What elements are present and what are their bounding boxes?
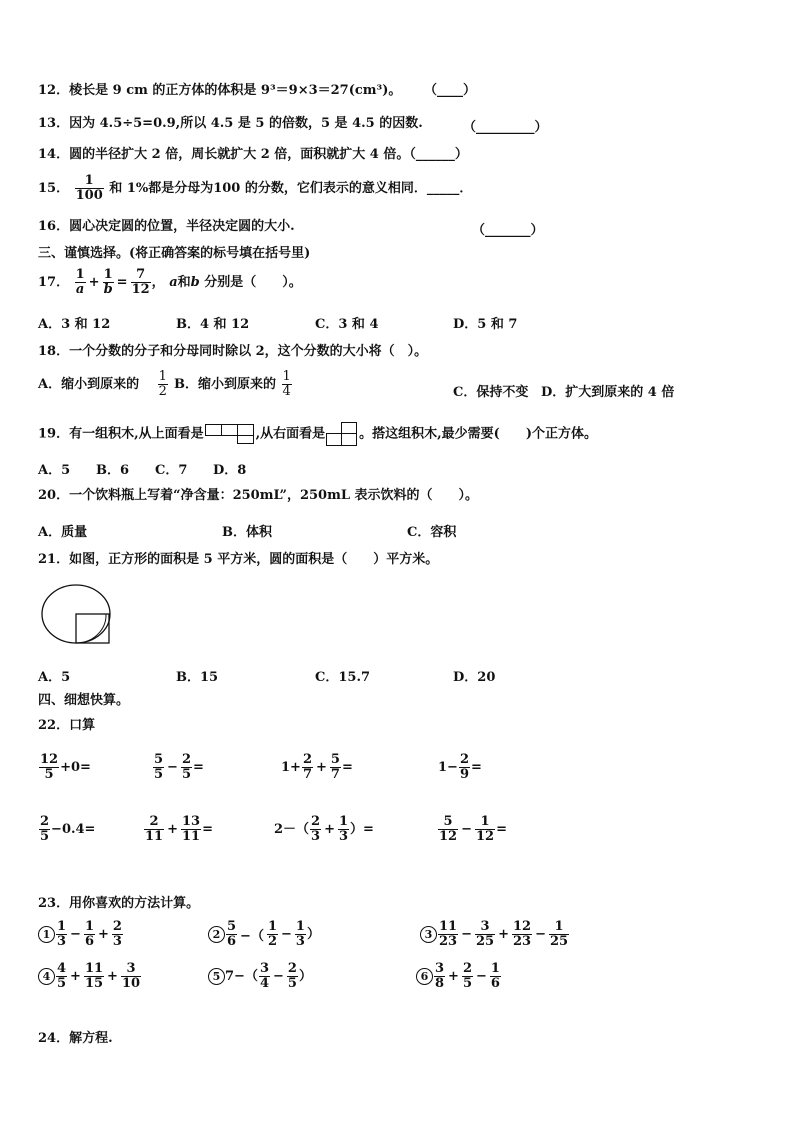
expr-text: ） [298, 969, 312, 984]
fraction [338, 815, 349, 844]
expr-text: − [273, 969, 284, 984]
fraction-denominator: 7 [302, 767, 312, 782]
fraction-denominator: 12 [131, 282, 150, 297]
q19-text-1: 19．有一组积木,从上面看是 [38, 426, 204, 442]
fraction-numerator: 4 [57, 961, 67, 976]
q22-expr-8 [437, 815, 507, 844]
fraction-denominator: 5 [462, 976, 472, 991]
q15-text: 和 1%都是分母为100 的分数，它们表示的意义相同．_____． [109, 181, 473, 196]
q22-expr-6 [143, 815, 213, 844]
q17-var-a: a [169, 275, 178, 290]
fraction [226, 920, 237, 949]
fraction [56, 920, 67, 949]
expr-text: + [324, 822, 335, 837]
fraction-numerator: 3 [121, 962, 141, 977]
q18-option-b[interactable] [174, 370, 293, 399]
q13-text: 13．因为 4.5÷5=0.9,所以 4.5 是 5 的倍数，5 是 4.5 的因数. [38, 116, 423, 131]
fraction-numerator: 1 [158, 369, 167, 384]
fraction-numerator: 2 [311, 814, 321, 829]
q15-number: 15． [38, 181, 70, 196]
circled-number-3: 3 [420, 926, 437, 943]
fraction-denominator: 4 [259, 976, 269, 991]
q22-expr-7 [274, 815, 374, 844]
fraction-denominator: 15 [84, 976, 104, 991]
fraction-numerator: 2 [40, 814, 50, 829]
fraction [287, 962, 298, 991]
fraction [181, 815, 201, 844]
expr-text: − [281, 927, 292, 942]
q17-frac-7-12 [131, 268, 151, 297]
fraction-numerator: 1 [84, 919, 94, 934]
fraction [475, 815, 495, 844]
question-14: 14．圆的半径扩大 2 倍，周长就扩大 2 倍，面积就扩大 4 倍。（______） [38, 147, 468, 162]
fraction-numerator: 1 [475, 815, 495, 830]
fraction-numerator: 1 [549, 920, 569, 935]
fraction-denominator: 5 [154, 767, 164, 782]
question-15 [38, 174, 472, 203]
fraction [459, 753, 470, 782]
fraction-numerator: 7 [131, 268, 151, 283]
fraction-denominator: 4 [282, 384, 291, 399]
q22-expr-3 [281, 753, 353, 782]
expr-text: ）= [350, 822, 374, 837]
section-4-title: 四、细想快算。 [38, 693, 130, 708]
fraction [39, 753, 59, 782]
question-16: 16．圆心决定圆的位置，半径决定圆的大小. [38, 219, 295, 234]
expr-text: − [167, 760, 178, 775]
fraction-denominator: 25 [550, 934, 569, 949]
fraction [144, 815, 164, 844]
q21-option-d[interactable]: D．20 [453, 670, 496, 685]
expr-text: B．缩小到原来的 [174, 377, 276, 392]
question-19 [38, 422, 597, 446]
fraction-numerator: 3 [475, 920, 495, 935]
q17-option-d[interactable]: D．5 和 7 [453, 317, 518, 332]
fraction-denominator: b [103, 282, 113, 297]
q17-option-b[interactable]: B．4 和 12 [176, 317, 250, 332]
question-13 [38, 116, 423, 132]
q23-expr-2 [208, 920, 320, 949]
q20-option-b[interactable]: B．体积 [222, 525, 272, 540]
expr-text: − [461, 822, 472, 837]
q21-option-a[interactable]: A．5 [38, 670, 71, 685]
fraction-denominator: 100 [75, 188, 103, 203]
expr-text: + [70, 969, 81, 984]
expr-text: + [167, 822, 178, 837]
fraction-denominator: 25 [476, 934, 495, 949]
fraction [267, 920, 278, 949]
fraction-denominator: 23 [439, 934, 458, 949]
expr-text: + [107, 969, 118, 984]
section-3-title: 三、谨慎选择。(将正确答案的标号填在括号里) [38, 246, 311, 261]
q21-option-b[interactable]: B．15 [176, 670, 219, 685]
fraction-numerator: 3 [259, 961, 269, 976]
fraction [330, 753, 341, 782]
fraction-denominator: 23 [513, 934, 532, 949]
expr-text: = [496, 822, 507, 837]
q19-text-3: 。搭这组积木,最少需要( )个正方体。 [359, 426, 597, 442]
fraction-numerator: 5 [330, 752, 340, 767]
fraction-numerator: 12 [513, 919, 532, 934]
expr-text: + [98, 927, 109, 942]
fraction-numerator: 2 [112, 919, 122, 934]
question-18: 18．一个分数的分子和分母同时除以 2，这个分数的大小将（ ）。 [38, 344, 428, 359]
fraction-numerator: 1 [267, 919, 277, 934]
fraction [121, 962, 141, 991]
expr-text: 1− [438, 760, 458, 775]
question-22-title: 22．口算 [38, 718, 96, 733]
q12-text: 12．棱长是 9 cm 的正方体的体积是 9³＝9×3＝27(cm³)。 [38, 83, 402, 98]
q23-expr-4 [38, 962, 142, 991]
fraction [438, 815, 458, 844]
fraction-numerator: 3 [435, 961, 445, 976]
expr-text: − [476, 969, 487, 984]
fraction-numerator: 1 [282, 369, 291, 384]
fraction [475, 920, 495, 949]
expr-text: −（ [240, 929, 264, 944]
q18-frac-half [158, 370, 168, 399]
fraction-denominator: 3 [295, 934, 305, 949]
fraction-numerator: 1 [339, 814, 349, 829]
q23-expr-3 [420, 920, 570, 949]
fraction-denominator: 7 [330, 767, 340, 782]
fraction-denominator: 6 [490, 976, 500, 991]
fraction-numerator: 2 [462, 961, 472, 976]
fraction-denominator: 2 [158, 384, 167, 399]
fraction-denominator: 2 [267, 934, 277, 949]
q19-option-a[interactable]: A．5 [38, 463, 71, 478]
fraction [84, 962, 104, 991]
fraction [153, 753, 164, 782]
question-21: 21．如图，正方形的面积是 5 平方米，圆的面积是（ ）平方米。 [38, 552, 439, 567]
fraction-denominator: 9 [459, 767, 469, 782]
fraction-denominator: 3 [112, 934, 122, 949]
fraction [181, 753, 192, 782]
fraction-numerator: 2 [302, 752, 312, 767]
expr-text: ） [306, 927, 320, 942]
expr-text: + [448, 969, 459, 984]
q19-option-c[interactable]: C．7 [155, 463, 188, 478]
fraction [295, 920, 306, 949]
q17-option-a[interactable]: A．3 和 12 [38, 317, 111, 332]
q21-option-c[interactable]: C．15.7 [315, 670, 371, 685]
expr-text: 2－（ [274, 822, 310, 837]
fraction [310, 815, 321, 844]
q13-answer-blank[interactable]: （_________） [463, 120, 548, 135]
fraction-numerator: 12 [40, 752, 59, 767]
fraction-denominator: 5 [44, 767, 54, 782]
fraction-numerator: 5 [227, 919, 237, 934]
fraction [84, 920, 95, 949]
fraction-denominator: 5 [287, 976, 297, 991]
fraction-numerator: 2 [287, 961, 297, 976]
q12-answer-blank[interactable]: （____） [423, 83, 476, 98]
fraction-numerator: 2 [181, 752, 191, 767]
fraction [512, 920, 532, 949]
q18-option-a[interactable] [38, 370, 169, 399]
expr-text: − [535, 927, 546, 942]
fraction-denominator: 6 [84, 934, 94, 949]
fraction-numerator: 13 [182, 814, 201, 829]
expr-text: = [471, 760, 482, 775]
expr-text: = [341, 760, 353, 775]
circled-number-2: 2 [208, 926, 225, 943]
q17-var-b: b [190, 275, 200, 290]
fraction [259, 962, 270, 991]
fraction-numerator: 2 [459, 752, 469, 767]
expr-text: −0.4= [51, 822, 96, 837]
fraction-denominator: a [75, 282, 85, 297]
fraction [434, 962, 445, 991]
fraction-denominator: 8 [435, 976, 445, 991]
fraction-numerator: 11 [84, 961, 104, 976]
question-23-title: 23．用你喜欢的方法计算。 [38, 896, 200, 911]
fraction-numerator: 5 [438, 815, 458, 830]
fraction-denominator: 3 [311, 829, 321, 844]
circled-number-5: 5 [208, 968, 225, 985]
fraction [438, 920, 458, 949]
fraction [462, 962, 473, 991]
q22-expr-4 [438, 753, 482, 782]
fraction [39, 815, 50, 844]
question-24-title: 24．解方程. [38, 1031, 113, 1046]
q22-expr-5 [38, 815, 95, 844]
q17-and: 和 [177, 275, 191, 290]
circled-number-4: 4 [38, 968, 55, 985]
fraction-denominator: 3 [339, 829, 349, 844]
fraction-denominator: 12 [476, 829, 495, 844]
fraction-numerator: 1 [295, 919, 305, 934]
fraction [56, 962, 67, 991]
fraction-numerator: 2 [144, 815, 164, 830]
q17-option-c[interactable]: C．3 和 4 [315, 317, 379, 332]
fraction-numerator: 1 [490, 961, 500, 976]
fraction-denominator: 11 [145, 829, 164, 844]
q19-option-d[interactable]: D．8 [213, 463, 247, 478]
q22-expr-1 [38, 753, 91, 782]
fraction-denominator: 6 [227, 934, 237, 949]
fraction-denominator: 5 [57, 976, 67, 991]
q23-expr-5 [208, 962, 312, 991]
fraction-denominator: 5 [40, 829, 50, 844]
top-view-figure [205, 424, 255, 444]
fraction [549, 920, 569, 949]
expr-text: = [193, 760, 204, 775]
q15-fraction [75, 174, 104, 203]
q17-equals: = [116, 274, 128, 290]
fraction-numerator: 11 [439, 919, 458, 934]
question-12 [38, 83, 476, 99]
expr-text: − [70, 927, 81, 942]
fraction-numerator: 1 [57, 919, 67, 934]
fraction [112, 920, 123, 949]
q16-answer-blank[interactable]: （_______） [472, 223, 544, 238]
q20-option-c[interactable]: C．容积 [407, 525, 457, 540]
expr-text: − [461, 927, 472, 942]
expr-text: + [316, 760, 327, 775]
q19-text-2: ,从右面看是 [255, 426, 326, 442]
q17-tail: 分别是（ ）。 [204, 275, 302, 290]
q20-option-a[interactable]: A．质量 [38, 525, 88, 540]
fraction-numerator: 1 [75, 174, 104, 189]
expr-text: +0= [60, 760, 91, 775]
expr-text: + [498, 927, 509, 942]
q17-comma: ， [151, 275, 165, 290]
expr-text: A．缩小到原来的 [38, 377, 140, 392]
q18-option-c[interactable]: C．保持不变 [453, 385, 529, 400]
q17-frac-1b [103, 268, 114, 297]
fraction-denominator: 12 [439, 829, 458, 844]
q17-plus: + [88, 274, 100, 290]
fraction-numerator: 1 [75, 267, 85, 282]
expr-text: = [202, 822, 213, 837]
right-view-figure [326, 422, 358, 446]
q17-frac-1a [75, 268, 86, 297]
circled-number-6: 6 [416, 968, 433, 985]
fraction [302, 753, 313, 782]
q17-number: 17． [38, 275, 70, 290]
fraction-numerator: 1 [103, 267, 113, 282]
q23-expr-6 [416, 962, 502, 991]
fraction [490, 962, 501, 991]
q19-option-b[interactable]: B．6 [96, 463, 130, 478]
expr-text: 1+ [281, 760, 301, 775]
fraction-denominator: 5 [181, 767, 191, 782]
fraction-denominator: 11 [182, 829, 201, 844]
q22-expr-2 [152, 753, 204, 782]
q18-option-d[interactable]: D．扩大到原来的 4 倍 [541, 385, 675, 400]
circled-number-1: 1 [38, 926, 55, 943]
fraction-denominator: 10 [121, 976, 141, 991]
q18-frac-quarter [282, 370, 292, 399]
question-20: 20．一个饮料瓶上写着“净含量：250mL”，250mL 表示饮料的（ ）。 [38, 488, 479, 503]
question-17 [38, 268, 302, 297]
circle-square-figure [40, 583, 114, 647]
q23-expr-1 [38, 920, 124, 949]
fraction-denominator: 3 [57, 934, 67, 949]
expr-text: 7−（ [225, 969, 258, 984]
fraction-numerator: 5 [154, 752, 164, 767]
